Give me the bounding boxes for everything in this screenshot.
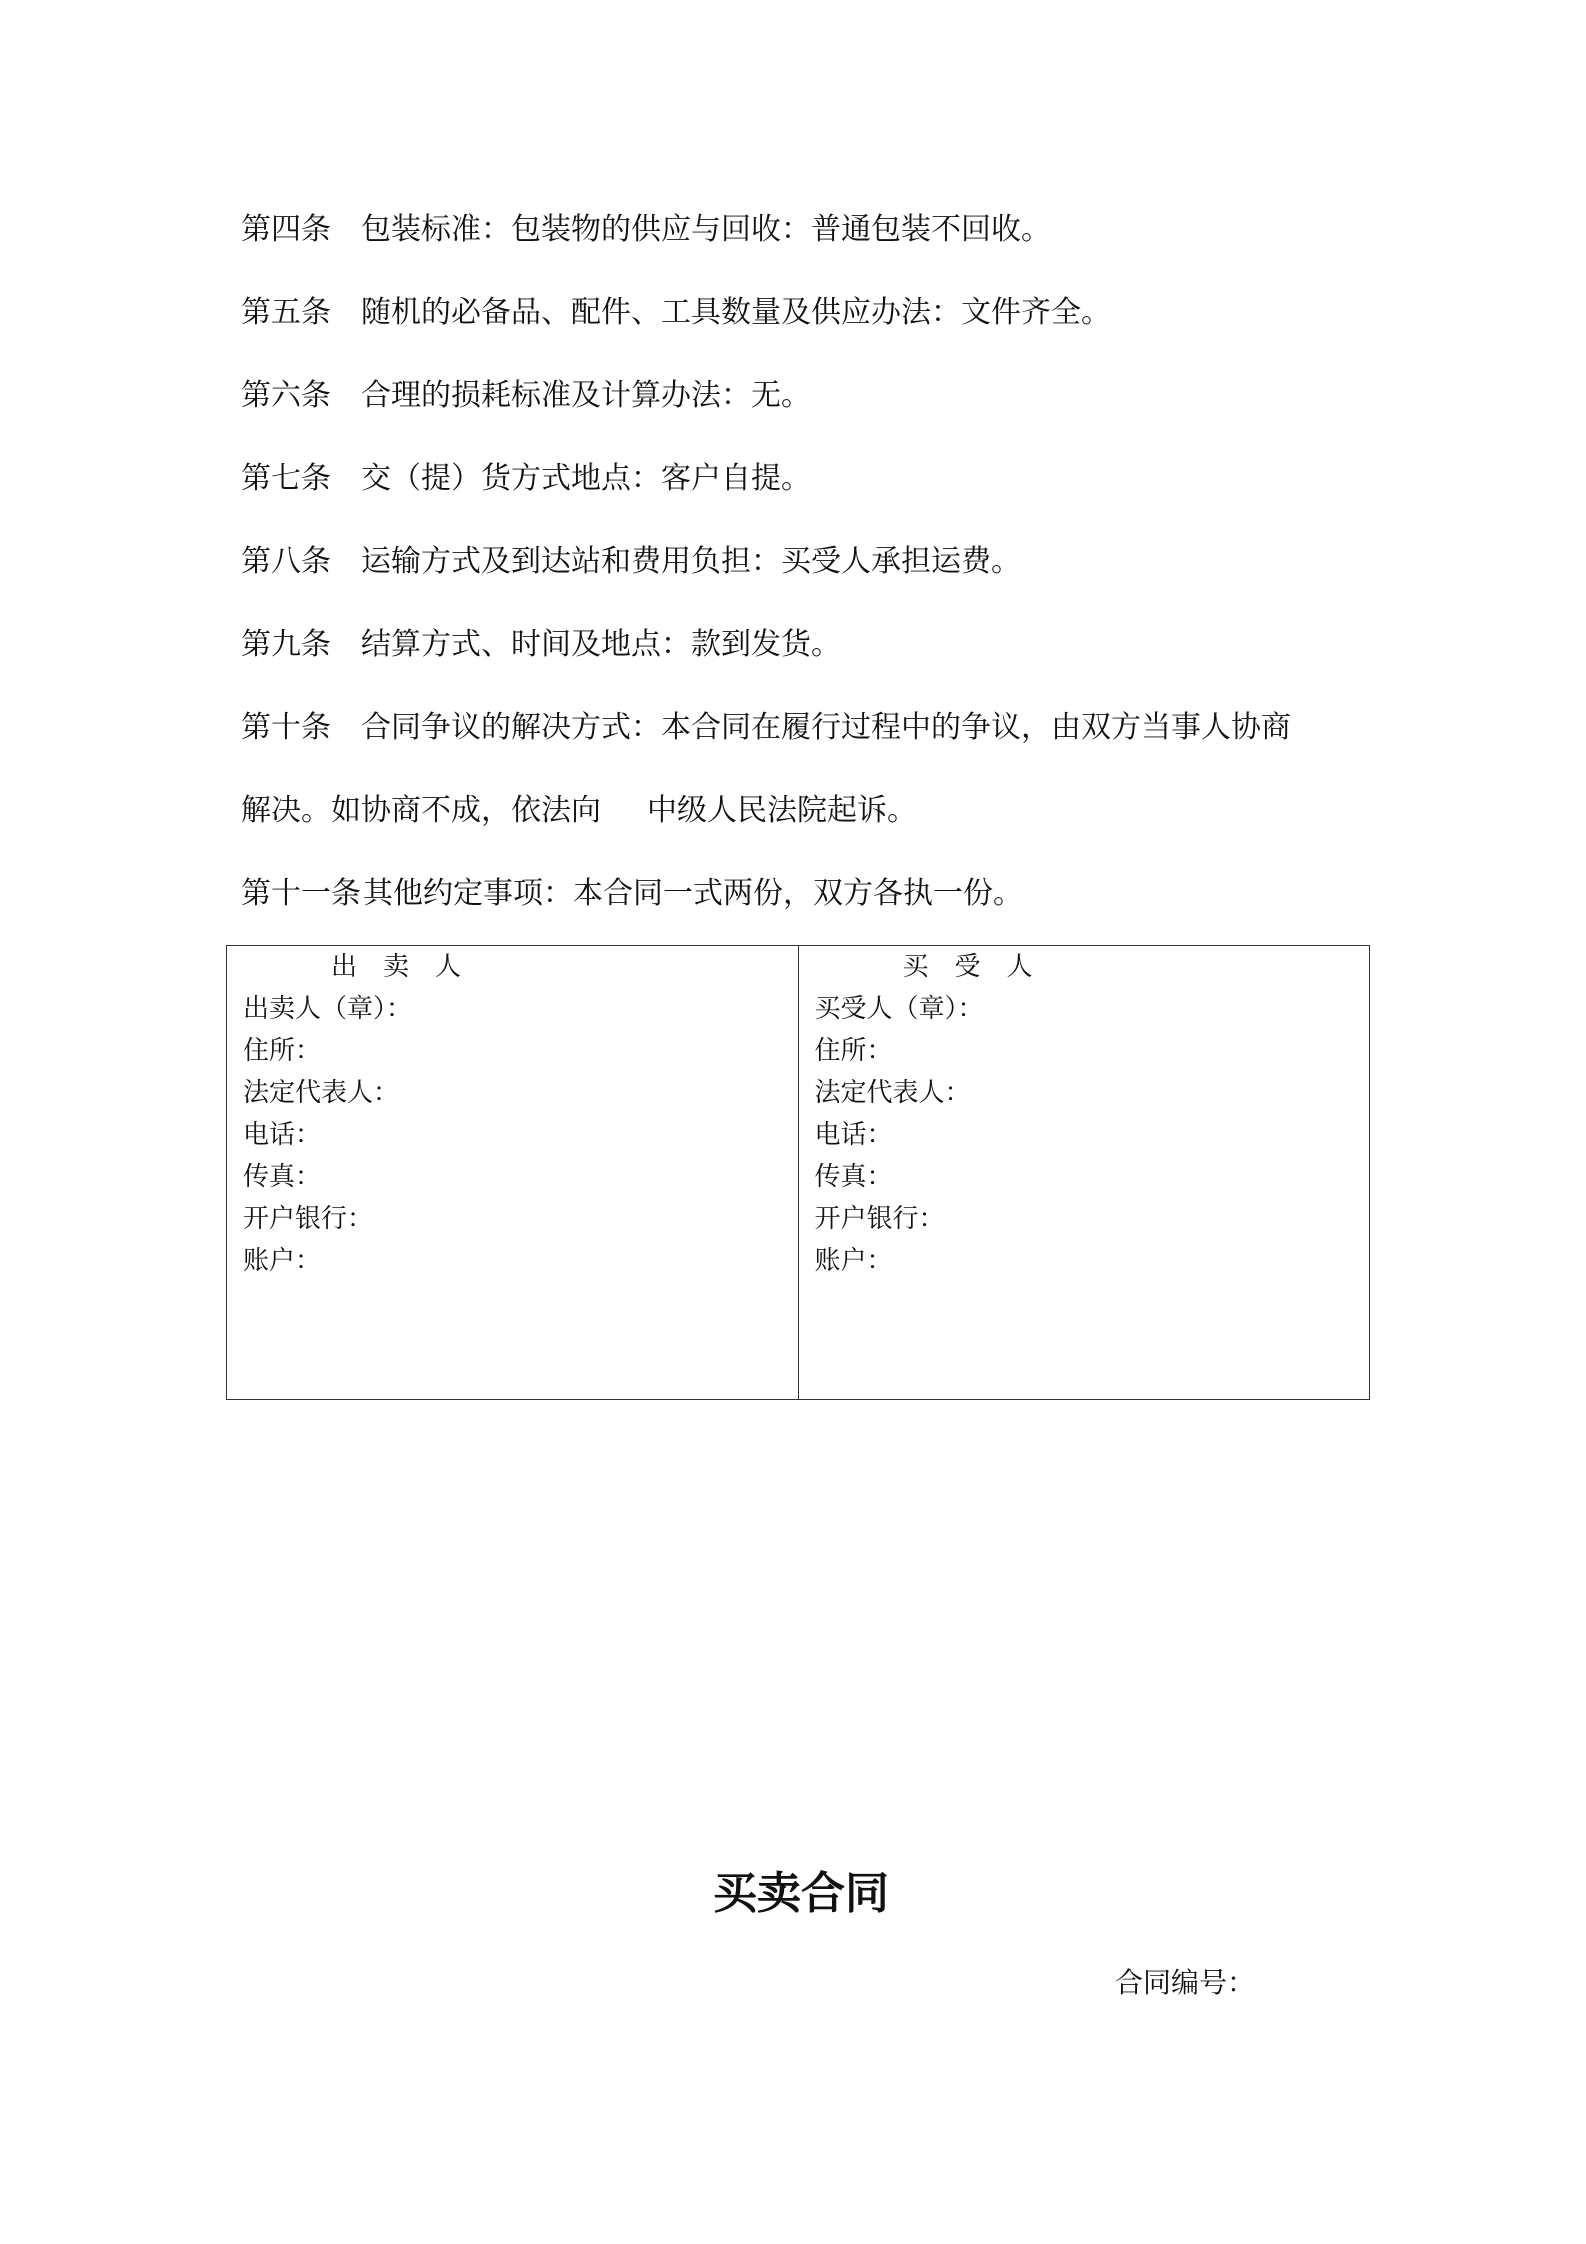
clause-8 bbox=[241, 542, 1021, 582]
clause-text: 随机的必备品、配件、工具数量及供应办法：文件齐全。 bbox=[361, 295, 1111, 330]
clause-number: 第十一条 bbox=[241, 876, 361, 911]
seller-heading: 出卖人 bbox=[331, 952, 488, 982]
seller-fields bbox=[243, 988, 412, 1282]
seller-seal-field: 出卖人（章）： bbox=[243, 994, 413, 1024]
continuation-text-b: 中级人民法院起诉。 bbox=[647, 793, 917, 828]
clause-number: 第十条 bbox=[241, 710, 331, 745]
buyer-representative-field: 法定代表人： bbox=[814, 1078, 971, 1108]
clause-number: 第七条 bbox=[241, 461, 331, 496]
clause-6 bbox=[241, 376, 811, 416]
seller-address-field: 住所： bbox=[243, 1036, 322, 1066]
clause-10-continuation bbox=[241, 791, 917, 831]
seller-phone-field: 电话： bbox=[243, 1120, 322, 1150]
buyer-account-field: 账户： bbox=[814, 1246, 893, 1276]
clause-text: 其他约定事项：本合同一式两份，双方各执一份。 bbox=[363, 876, 1023, 911]
clause-5 bbox=[241, 293, 1111, 333]
signature-table bbox=[226, 945, 1370, 1400]
buyer-address-field: 住所： bbox=[814, 1036, 893, 1066]
buyer-phone-field: 电话： bbox=[814, 1120, 893, 1150]
buyer-heading: 买受人 bbox=[902, 952, 1059, 982]
clause-11 bbox=[241, 874, 1023, 914]
clause-4 bbox=[241, 210, 1051, 250]
clause-number: 第五条 bbox=[241, 295, 331, 330]
seller-account-field: 账户： bbox=[243, 1246, 322, 1276]
clause-9 bbox=[241, 625, 841, 665]
clause-number: 第八条 bbox=[241, 544, 331, 579]
buyer-column bbox=[798, 946, 1370, 1399]
clause-text: 包装标准：包装物的供应与回收：普通包装不回收。 bbox=[361, 212, 1051, 247]
clause-number: 第六条 bbox=[241, 378, 331, 413]
clause-text: 结算方式、时间及地点：款到发货。 bbox=[361, 627, 841, 662]
clause-10 bbox=[241, 708, 1291, 748]
buyer-bank-field: 开户银行： bbox=[814, 1204, 945, 1234]
clause-text: 交（提）货方式地点：客户自提。 bbox=[361, 461, 811, 496]
clause-text: 合理的损耗标准及计算办法：无。 bbox=[361, 378, 811, 413]
continuation-text-a: 解决。如协商不成，依法向 bbox=[241, 793, 601, 828]
buyer-fields bbox=[815, 988, 984, 1282]
seller-bank-field: 开户银行： bbox=[243, 1204, 374, 1234]
buyer-fax-field: 传真： bbox=[814, 1162, 893, 1192]
clause-number: 第四条 bbox=[241, 212, 331, 247]
clause-text: 运输方式及到达站和费用负担：买受人承担运费。 bbox=[361, 544, 1021, 579]
contract-number-label: 合同编号： bbox=[1115, 1966, 1256, 1999]
document-title: 买卖合同 bbox=[713, 1868, 889, 1919]
clause-number: 第九条 bbox=[241, 627, 331, 662]
clause-7 bbox=[241, 459, 811, 499]
clause-text: 合同争议的解决方式：本合同在履行过程中的争议，由双方当事人协商 bbox=[361, 710, 1291, 745]
seller-representative-field: 法定代表人： bbox=[243, 1078, 400, 1108]
seller-fax-field: 传真： bbox=[243, 1162, 322, 1192]
seller-column bbox=[227, 946, 798, 1399]
buyer-seal-field: 买受人（章）： bbox=[814, 994, 984, 1024]
